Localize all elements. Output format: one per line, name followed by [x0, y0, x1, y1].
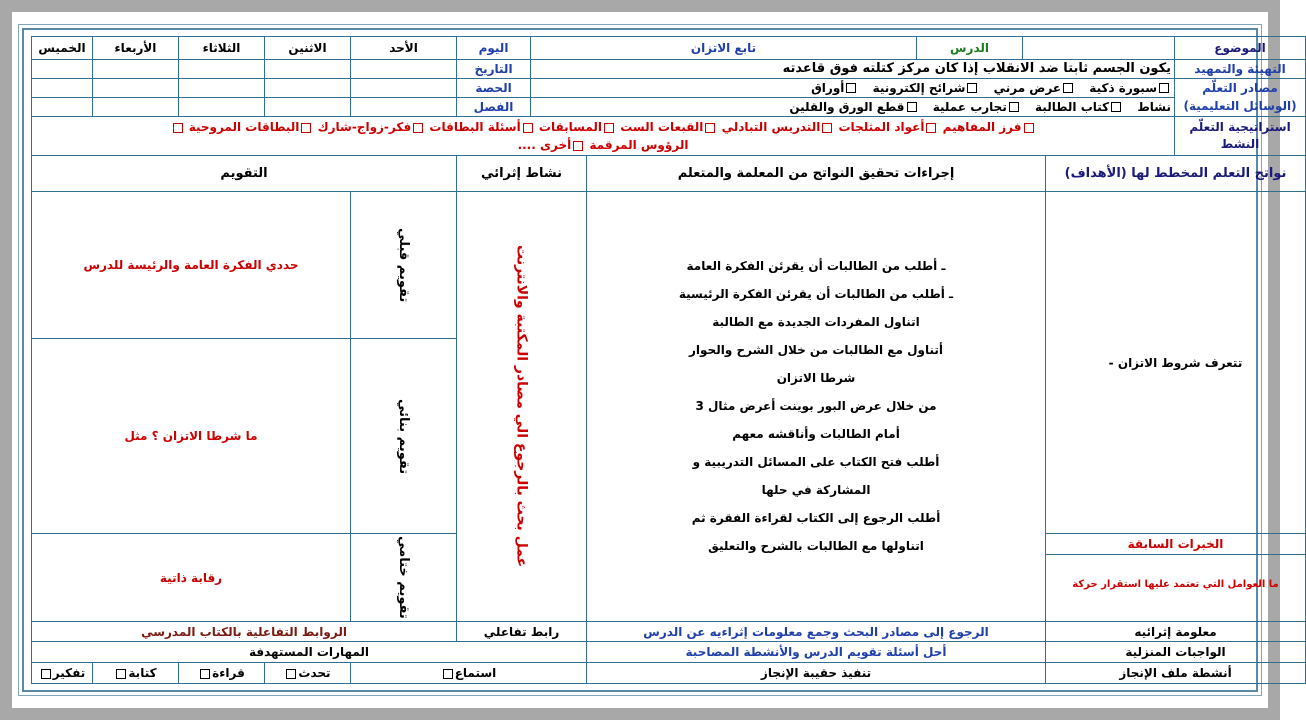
final-eval-label-cell [351, 534, 457, 621]
row-column-headers [32, 156, 1306, 191]
checkbox-icon[interactable] [41, 669, 51, 679]
row-topic [32, 37, 1306, 60]
formative-eval-label-cell [351, 339, 457, 534]
row-footer-3 [32, 663, 1306, 684]
lesson-value[interactable]: تابع الاتزان [531, 37, 917, 60]
resources-label-main: مصادر التعلّم [1202, 81, 1278, 96]
resources-row-1 [531, 78, 1175, 97]
lesson-label: الدرس [917, 37, 1023, 60]
strategy-item[interactable]: المسابقات [539, 120, 616, 134]
strategy-item[interactable]: أسئلة البطاقات [429, 120, 534, 134]
checkbox-icon[interactable] [822, 123, 832, 133]
class-cell-wed[interactable] [93, 97, 179, 116]
enrich-info-value: الرجوع إلى مصادر البحث وجمع معلومات إثراءيه عن الدرس [587, 621, 1046, 642]
homework-label: الواجبات المنزلية [1046, 642, 1306, 663]
strategy-item[interactable]: أعواد المثلجات [839, 120, 939, 134]
resource-papers[interactable]: أوراق [811, 81, 858, 95]
checkbox-icon[interactable] [116, 669, 126, 679]
skill-writing[interactable]: كتابة [93, 663, 179, 684]
checkbox-icon[interactable] [173, 123, 183, 133]
procedure-line: أطلب الرجوع إلى الكتاب لقراءة الفقرة ثم [691, 511, 941, 526]
checkbox-icon[interactable] [846, 83, 856, 93]
period-cell-wed[interactable] [93, 78, 179, 97]
period-label: الحصة [457, 78, 531, 97]
resource-experiments[interactable]: تجارب عملية [933, 100, 1021, 114]
prior-text: ما العوامل التي تعتمد عليها استقرار حركة [1072, 579, 1279, 591]
skill-listening[interactable]: استماع [351, 663, 587, 684]
final-eval-label: تقويم ختامي [396, 536, 411, 619]
formative-eval-text: ما شرطا الاتزان ؟ مثل [32, 339, 351, 534]
day-wednesday: الأربعاء [93, 37, 179, 60]
strategy-item[interactable]: أخرى .... [518, 138, 586, 152]
strategy-item[interactable]: الرؤوس المرقمة [589, 138, 689, 153]
date-cell-thu[interactable] [32, 59, 93, 78]
homework-value: أحل أسئلة تقويم الدرس والأنشطة المصاحبة [587, 642, 1046, 663]
procedure-line: أتناول مع الطالبات من خلال الشرح والحوار [689, 343, 944, 358]
procedure-line: اتناولها مع الطالبات بالشرح والتعليق [708, 539, 924, 554]
strategy-item[interactable]: التدريس التبادلي [722, 120, 835, 134]
skill-speaking[interactable]: تحدث [265, 663, 351, 684]
resources-row-2 [531, 97, 1175, 116]
achievement-label: أنشطة ملف الإنجاز [1046, 663, 1306, 684]
row-footer-1 [32, 621, 1306, 642]
outcomes-header: نواتج التعلم المخطط لها (الأهداف) [1046, 156, 1306, 191]
class-cell-mon[interactable] [265, 97, 351, 116]
skill-thinking[interactable]: تفكير [32, 663, 93, 684]
class-cell-sun[interactable] [351, 97, 457, 116]
pre-eval-label: تقويم قبلي [396, 227, 411, 303]
checkbox-icon[interactable] [443, 669, 453, 679]
resources-label [1175, 78, 1306, 116]
date-cell-wed[interactable] [93, 59, 179, 78]
prior-knowledge-cell [1046, 534, 1306, 621]
row-resources-2 [32, 97, 1306, 116]
procedure-line: من خلال عرض البور بوينت أعرض مثال 3 [695, 399, 937, 414]
row-footer-2 [32, 642, 1306, 663]
checkbox-icon[interactable] [1024, 123, 1034, 133]
checkbox-icon[interactable] [1009, 102, 1019, 112]
checkbox-icon[interactable] [907, 102, 917, 112]
procedure-line: المشاركة في حلها [761, 483, 871, 498]
strategy-items [32, 116, 1175, 155]
strategy-item[interactable]: فرز المفاهيم [943, 120, 1036, 134]
procedure-line: اتناول المفردات الجديدة مع الطالبة [712, 315, 920, 330]
procedure-line: أمام الطالبات وأناقشه معهم [732, 427, 900, 442]
lesson-plan-table [31, 36, 1306, 684]
procedures-cell [587, 191, 1046, 621]
pre-eval-text: حددي الفكرة العامة والرئيسة للدرس [32, 191, 351, 338]
prior-label: الخبرات السابقة [1046, 534, 1305, 555]
date-label: التاريخ [457, 59, 531, 78]
checkbox-icon[interactable] [200, 669, 210, 679]
checkbox-icon[interactable] [926, 123, 936, 133]
row-intro [32, 59, 1306, 78]
enrich-info-label: معلومة إثرائيه [1046, 621, 1306, 642]
procedure-line: أطلب فتح الكتاب على المسائل التدريبية و [692, 455, 940, 470]
checkbox-icon[interactable] [301, 123, 311, 133]
intro-value[interactable]: يكون الجسم ثابتا ضد الانقلاب إذا كان مركز كتلته فوق قاعدته [531, 59, 1175, 78]
interactive-link-label: رابط تفاعلي [457, 621, 587, 642]
pre-eval-label-cell [351, 191, 457, 338]
skill-reading[interactable]: قراءة [179, 663, 265, 684]
checkbox-icon[interactable] [1159, 83, 1169, 93]
checkbox-icon[interactable] [705, 123, 715, 133]
day-monday: الاثنين [265, 37, 351, 60]
period-cell-mon[interactable] [265, 78, 351, 97]
day-tuesday: الثلاثاء [179, 37, 265, 60]
day-label: اليوم [457, 37, 531, 60]
procedures-header: إجراءات تحقيق النواتج من المعلمة والمتعلم [587, 156, 1046, 191]
resources-label-sub: (الوسائل التعليمية) [1183, 99, 1297, 114]
checkbox-icon[interactable] [413, 123, 423, 133]
topic-label: الموضوع [1175, 37, 1306, 60]
class-label: الفصل [457, 97, 531, 116]
date-cell-mon[interactable] [265, 59, 351, 78]
row-strategy [32, 116, 1306, 155]
period-cell-sun[interactable] [351, 78, 457, 97]
date-cell-sun[interactable] [351, 59, 457, 78]
resource-smartboard[interactable]: سبورة ذكية [1089, 81, 1171, 95]
period-cell-thu[interactable] [32, 78, 93, 97]
resource-student-book[interactable]: كتاب الطالبة [1035, 100, 1123, 114]
class-cell-tue[interactable] [179, 97, 265, 116]
enrichment-cell [457, 191, 587, 621]
enrichment-text: عمل بحث بالرجوع الي مصادر المكتبة والانترنت [513, 245, 530, 568]
resource-paper-pieces[interactable]: قطع الورق والقلين [789, 100, 918, 114]
checkbox-icon[interactable] [1111, 102, 1121, 112]
interactive-link-value[interactable]: الروابط التفاعلية بالكتاب المدرسي [32, 621, 457, 642]
checkbox-icon[interactable] [604, 123, 614, 133]
period-cell-tue[interactable] [179, 78, 265, 97]
intro-label: التهيئة والتمهيد [1175, 59, 1306, 78]
formative-eval-label: تقويم بنائي [396, 398, 411, 474]
procedure-line: ـ أطلب من الطالبات أن يقرئن الفكرة الرئيسية [678, 287, 954, 302]
resource-activity: نشاط [1137, 99, 1172, 114]
enrichment-header: نشاط إثرائي [457, 156, 587, 191]
day-thursday: الخميس [32, 37, 93, 60]
procedure-line: ـ أطلب من الطالبات أن يقرئن الفكرة العامة [686, 259, 946, 274]
class-cell-thu[interactable] [32, 97, 93, 116]
achievement-value: تنفيذ حقيبة الإنجاز [587, 663, 1046, 684]
lesson-extra[interactable] [1023, 37, 1175, 60]
day-sunday: الأحد [351, 37, 457, 60]
date-cell-tue[interactable] [179, 59, 265, 78]
outcome-text: تتعرف شروط الاتزان - [1046, 191, 1306, 534]
strategy-label: استراتيجية التعلّم النشط [1175, 116, 1306, 155]
checkbox-icon[interactable] [967, 83, 977, 93]
resource-flexible-display[interactable]: عرض مرني [994, 81, 1076, 95]
procedure-line: شرطا الاتزان [776, 371, 856, 386]
strategy-item[interactable]: البطاقات المروحية [189, 120, 314, 134]
checkbox-icon[interactable] [573, 141, 583, 151]
checkbox-icon[interactable] [286, 669, 296, 679]
final-eval-text: رقابة ذاتية [32, 534, 351, 621]
row-resources-1 [32, 78, 1306, 97]
skills-label: المهارات المستهدفة [32, 642, 587, 663]
strategy-item[interactable]: فكر-زواج-شارك [318, 120, 426, 134]
checkbox-icon[interactable] [1063, 83, 1073, 93]
strategy-item[interactable]: القبعات الست [620, 120, 717, 134]
row-body-1 [32, 191, 1306, 338]
evaluation-header: التقويم [32, 156, 457, 191]
checkbox-icon[interactable] [523, 123, 533, 133]
resource-slides[interactable]: شرائح إلكترونية [873, 81, 980, 95]
